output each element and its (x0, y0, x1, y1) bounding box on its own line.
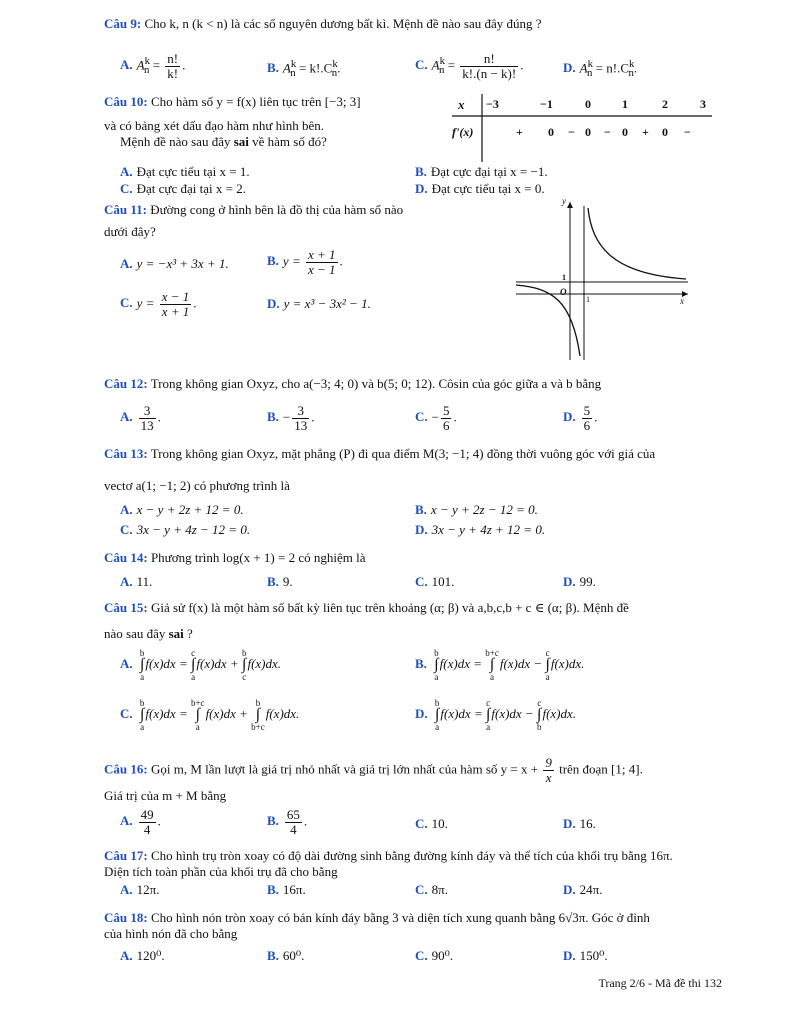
question-text: Đường cong ở hình bên là đồ thị của hàm số nào (150, 202, 404, 217)
q12-option-a[interactable] (120, 404, 161, 433)
q11-option-d[interactable] (267, 296, 371, 312)
q15-option-a[interactable] (120, 648, 281, 682)
sign: − (604, 125, 611, 139)
option-letter: B. (267, 574, 279, 589)
option-letter: A. (120, 502, 133, 517)
option-tail: . (337, 60, 341, 76)
x-value: −3 (486, 97, 499, 111)
sign-table (452, 94, 714, 168)
option-lhs: A (579, 60, 588, 76)
question-10-line3 (120, 134, 327, 150)
option-text: 60⁰. (282, 948, 305, 963)
option-letter: C. (415, 574, 428, 589)
fraction: $\frac{n!}{k!.(n - k)!}$ (462, 51, 517, 81)
integral-body: f(x)dx = (439, 655, 486, 671)
integral: c ∫ a (545, 648, 550, 682)
question-text: Cho hình nón tròn xoay có bán kính đáy bằng 3 và diện tích xung quanh bằng 6√3π. Góc ở đỉnh (150, 910, 650, 925)
question-text: Gọi m, M lần lượt là giá trị nhỏ nhất và giá trị lớn nhất của hàm số y = x + (150, 761, 542, 777)
question-17 (104, 848, 673, 864)
option-text: 120⁰. (136, 948, 165, 963)
option-text: 8π. (431, 882, 448, 897)
question-text: Trong không gian Oxyz, cho a(−3; 4; 0) và b(5; 0; 12). Côsin của góc giữa a và b bằng (150, 376, 602, 391)
q18-option-d[interactable] (563, 948, 608, 964)
option-text: 9. (282, 574, 293, 589)
option-text: 101. (431, 574, 455, 589)
option-tail: . (157, 409, 161, 425)
graph-svg (512, 196, 692, 362)
option-pre: − (282, 409, 291, 425)
sign: + (642, 125, 649, 139)
q12-option-b[interactable] (267, 404, 315, 433)
question-10 (104, 94, 361, 110)
option-pre: y = (282, 253, 304, 269)
q11-option-c[interactable] (120, 290, 196, 319)
option-text: = n!.C (592, 60, 630, 76)
integral: b+c ∫ a (190, 698, 205, 732)
text: ? (183, 626, 193, 641)
question-text: Cho k, n (k < n) là các số nguyên dương bất kì. Mệnh đề nào sau đây đúng ? (144, 16, 542, 31)
integral-body: f(x)dx. (550, 655, 585, 671)
option-sup: k (587, 58, 594, 70)
question-11 (104, 202, 403, 218)
option-eq: = (444, 57, 459, 73)
option-letter: C. (120, 181, 133, 196)
option-letter: D. (563, 60, 576, 76)
option-letter: B. (267, 409, 279, 425)
text: về hàm số đó? (248, 134, 327, 149)
integral: c ∫ a (190, 648, 196, 682)
integral: b ∫ a (434, 648, 439, 682)
question-label: Câu 9: (104, 16, 142, 31)
q18-option-c[interactable] (415, 948, 453, 964)
option-sub: n (587, 66, 593, 79)
option-text: Đạt cực đại tại x = 2. (136, 181, 246, 196)
option-tail: . (157, 813, 161, 829)
option-letter: A. (120, 574, 133, 589)
option-text: 16. (579, 816, 596, 831)
option-letter: D. (563, 816, 576, 831)
option-text: = k!.C (295, 60, 333, 76)
option-text: Đạt cực đại tại x = −1. (430, 164, 548, 179)
q17-option-d[interactable] (563, 882, 602, 898)
option-text: y = −x³ + 3x + 1. (136, 256, 229, 271)
option-letter: B. (267, 253, 279, 269)
integral-body: f(x)dx. (542, 705, 577, 721)
question-12 (104, 376, 601, 392)
tick-label-x1: 1 (586, 295, 590, 304)
option-tail: . (303, 813, 308, 829)
option-text: Đạt cực tiểu tại x = 0. (431, 181, 545, 196)
fraction: $\frac{5}{6}$ (442, 403, 450, 433)
q9-option-c[interactable] (415, 52, 523, 81)
x-axis-label: x (680, 296, 684, 306)
option-sup: k (332, 58, 338, 70)
sign: + (516, 125, 523, 139)
option-sub: n (290, 66, 296, 79)
question-15 (104, 600, 629, 616)
question-label: Câu 12: (104, 376, 148, 391)
q14-option-b[interactable] (267, 574, 293, 590)
option-letter: A. (120, 813, 133, 829)
q13-option-d[interactable] (415, 522, 545, 538)
q12-option-c[interactable] (415, 404, 457, 433)
table-row-label-fprime: f'(x) (452, 125, 474, 139)
option-text: Đạt cực tiểu tại x = 1. (136, 164, 250, 179)
option-text: 3x − y + 4z + 12 = 0. (431, 522, 546, 537)
sign: 0 (662, 125, 668, 139)
option-letter: A. (120, 409, 133, 425)
option-lhs: A (282, 60, 291, 76)
sign: − (568, 125, 575, 139)
table-row-label-x: x (458, 97, 465, 112)
q14-option-d[interactable] (563, 574, 596, 590)
question-text: Cho hình trụ tròn xoay có độ dài đường sinh bằng đường kính đáy và thể tích của khối trụ bằng 16π. (150, 848, 673, 863)
q13-option-c[interactable] (120, 522, 250, 538)
q9-option-b[interactable] (267, 56, 340, 81)
option-letter: A. (120, 57, 133, 73)
q14-option-a[interactable] (120, 574, 152, 590)
q9-option-d[interactable] (563, 56, 637, 81)
option-sub: n (628, 66, 634, 79)
q12-option-d[interactable] (563, 404, 597, 433)
option-text: 99. (579, 574, 596, 589)
q16-option-b[interactable] (267, 808, 307, 837)
option-sub: n (439, 64, 445, 77)
option-letter: D. (267, 296, 280, 311)
integral-body: f(x)dx. (265, 705, 300, 721)
option-lhs: A (431, 57, 440, 73)
integral: b ∫ a (139, 698, 145, 732)
option-text: 24π. (579, 882, 603, 897)
integral-body: f(x)dx − (491, 705, 537, 721)
integral: b ∫ b+c (251, 698, 265, 732)
question-13-line2: vectơ a(1; −1; 2) có phương trình là (104, 478, 290, 493)
option-letter: A. (120, 655, 133, 671)
option-letter: A. (120, 948, 133, 963)
sign: 0 (585, 125, 591, 139)
option-sup: k (144, 55, 151, 68)
option-letter: C. (415, 882, 428, 897)
option-text: 11. (136, 574, 153, 589)
question-15-line2 (104, 626, 193, 642)
question-label: Câu 17: (104, 848, 148, 863)
q16-option-d[interactable] (563, 816, 596, 832)
option-text: 90⁰. (431, 948, 454, 963)
q17-option-c[interactable] (415, 882, 448, 898)
question-16-line2: Giá trị của m + M bằng (104, 788, 227, 803)
question-text: Cho hàm số y = f(x) liên tục trên [−3; 3] (150, 94, 361, 109)
option-letter: C. (120, 522, 133, 537)
x-value: 0 (585, 97, 591, 111)
sign: − (684, 125, 691, 139)
option-tail: . (182, 57, 186, 73)
q15-option-d[interactable] (415, 698, 576, 732)
fraction: $\frac{3}{13}$ (140, 403, 154, 433)
q15-option-b[interactable] (415, 648, 584, 682)
option-letter: D. (415, 705, 428, 721)
q16-option-c[interactable] (415, 816, 448, 832)
function-graph (512, 196, 692, 362)
q11-option-a[interactable] (120, 256, 229, 272)
question-label: Câu 10: (104, 94, 148, 109)
sign: 0 (548, 125, 554, 139)
q13-option-b[interactable] (415, 502, 538, 518)
option-lhs: A (136, 57, 145, 73)
q18-option-b[interactable] (267, 948, 304, 964)
q9-option-a[interactable] (120, 52, 185, 81)
y-axis-label: y (562, 196, 566, 206)
option-tail: . (633, 60, 638, 76)
question-18-line2: của hình nón đã cho bằng (104, 926, 238, 941)
option-letter: D. (415, 181, 428, 196)
fraction: $\frac{5}{6}$ (583, 403, 591, 433)
question-9 (104, 16, 542, 32)
origin-label: O (560, 287, 567, 297)
text: Mệnh đề nào sau đây (120, 134, 234, 149)
option-text: y = x³ − 3x² − 1. (283, 296, 371, 311)
question-10-line2: và có bảng xét dấu đạo hàm như hình bên. (104, 118, 325, 133)
emphasis: sai (233, 134, 249, 149)
x-value: 3 (700, 97, 706, 111)
q15-option-c[interactable] (120, 698, 299, 732)
fraction: $\frac{49}{4}$ (140, 807, 154, 837)
q10-option-c[interactable] (120, 181, 246, 197)
option-pre: − (431, 409, 439, 425)
question-13 (104, 446, 655, 462)
option-tail: . (311, 409, 315, 425)
option-sup: k (290, 58, 297, 70)
integral-body: f(x)dx. (247, 655, 282, 671)
question-14 (104, 550, 366, 566)
option-letter: C. (415, 57, 428, 73)
question-text-end: trên đoạn [1; 4]. (555, 761, 643, 777)
option-sup: k (629, 58, 635, 70)
option-letter: B. (267, 882, 279, 897)
page-footer: Trang 2/6 - Mã đề thi 132 (598, 976, 722, 990)
option-letter: B. (267, 948, 279, 963)
tick-label-y1: 1 (562, 273, 566, 282)
option-letter: A. (120, 256, 133, 271)
q17-option-a[interactable] (120, 882, 159, 898)
integral-body: f(x)dx = (440, 705, 486, 721)
q10-option-a[interactable] (120, 164, 250, 180)
option-letter: C. (415, 948, 428, 963)
sign: 0 (622, 125, 628, 139)
x-value: −1 (540, 97, 553, 111)
option-pre: y = (136, 295, 158, 311)
question-16 (104, 756, 643, 785)
question-text: Trong không gian Oxyz, mặt phẳng (P) đi qua điểm M(3; −1; 4) đồng thời vuông góc với giá của (150, 446, 656, 461)
question-label: Câu 13: (104, 446, 148, 461)
fraction: $\frac{65}{4}$ (286, 807, 300, 837)
q18-option-a[interactable] (120, 948, 165, 964)
q10-option-b[interactable] (415, 164, 548, 180)
option-letter: C. (120, 705, 133, 721)
integral: b+c ∫ a (485, 648, 499, 682)
option-text: 16π. (282, 882, 306, 897)
question-11-line2: dưới đây? (104, 224, 156, 239)
fraction: $\frac{3}{13}$ (294, 403, 308, 433)
fraction: $\frac{x + 1}{x - 1}$ (307, 247, 336, 277)
text: nào sau đây (104, 626, 169, 641)
integral-body: f(x)dx = (145, 705, 191, 721)
emphasis: sai (168, 626, 184, 641)
option-text: 10. (431, 816, 448, 831)
option-sub: n (144, 64, 150, 77)
option-letter: A. (120, 164, 133, 179)
option-text: 12π. (136, 882, 160, 897)
question-label: Câu 18: (104, 910, 148, 925)
x-value: 2 (662, 97, 668, 111)
option-tail: . (339, 253, 343, 269)
integral-body: f(x)dx = (145, 655, 191, 671)
option-eq: = (149, 57, 164, 73)
y-axis-arrow (567, 202, 573, 208)
integral: c ∫ a (485, 698, 491, 732)
integral: b ∫ a (139, 648, 145, 682)
option-text: 3x − y + 4z − 12 = 0. (136, 522, 251, 537)
question-text: Phương trình log(x + 1) = 2 có nghiệm là (150, 550, 366, 565)
option-letter: C. (415, 409, 428, 425)
integral-body: f(x)dx + (205, 705, 252, 721)
option-letter: B. (415, 164, 427, 179)
fraction: $\frac{n!}{k!}$ (167, 51, 179, 81)
question-18 (104, 910, 650, 926)
option-letter: D. (563, 409, 576, 425)
q16-option-a[interactable] (120, 808, 161, 837)
option-sub: n (331, 66, 338, 79)
question-label: Câu 11: (104, 202, 147, 217)
option-letter: B. (415, 502, 427, 517)
option-letter: A. (120, 882, 133, 897)
option-letter: C. (120, 295, 133, 311)
question-17-line2: Diện tích toàn phần của khối trụ đã cho bằng (104, 864, 338, 879)
q14-option-c[interactable] (415, 574, 454, 590)
integral-body: f(x)dx − (499, 655, 546, 671)
option-text: x − y + 2z − 12 = 0. (430, 502, 538, 517)
question-text: Giả sử f(x) là một hàm số bất kỳ liên tục trên khoảng (α; β) và a,b,c,b + c ∈ (α; β). Mệnh đề (150, 600, 629, 615)
option-text: 150⁰. (579, 948, 608, 963)
option-letter: D. (563, 882, 576, 897)
option-letter: D. (563, 948, 576, 963)
option-text: x − y + 2z + 12 = 0. (136, 502, 244, 517)
option-letter: B. (267, 60, 279, 76)
integral-body: f(x)dx + (196, 655, 242, 671)
option-tail: . (453, 409, 457, 425)
fraction: $\frac{x - 1}{x + 1}$ (161, 289, 190, 319)
option-sup: k (439, 55, 446, 68)
option-letter: B. (415, 655, 427, 671)
option-letter: B. (267, 813, 279, 829)
option-tail: . (193, 295, 197, 311)
option-tail: . (594, 409, 598, 425)
option-letter: D. (563, 574, 576, 589)
integral: c ∫ b (536, 698, 542, 732)
fraction: $\frac{9}{x}$ (545, 755, 552, 785)
integral: b ∫ a (434, 698, 440, 732)
graph-right-branch (588, 208, 686, 279)
question-label: Câu 14: (104, 550, 148, 565)
option-letter: C. (415, 816, 428, 831)
q10-option-d[interactable] (415, 181, 545, 197)
option-tail: . (520, 57, 524, 73)
q17-option-b[interactable] (267, 882, 306, 898)
x-value: 1 (622, 97, 628, 111)
option-letter: D. (415, 522, 428, 537)
integral: b ∫ c (241, 648, 247, 682)
q13-option-a[interactable] (120, 502, 244, 518)
q11-option-b[interactable] (267, 248, 343, 277)
question-label: Câu 16: (104, 761, 148, 777)
question-label: Câu 15: (104, 600, 148, 615)
